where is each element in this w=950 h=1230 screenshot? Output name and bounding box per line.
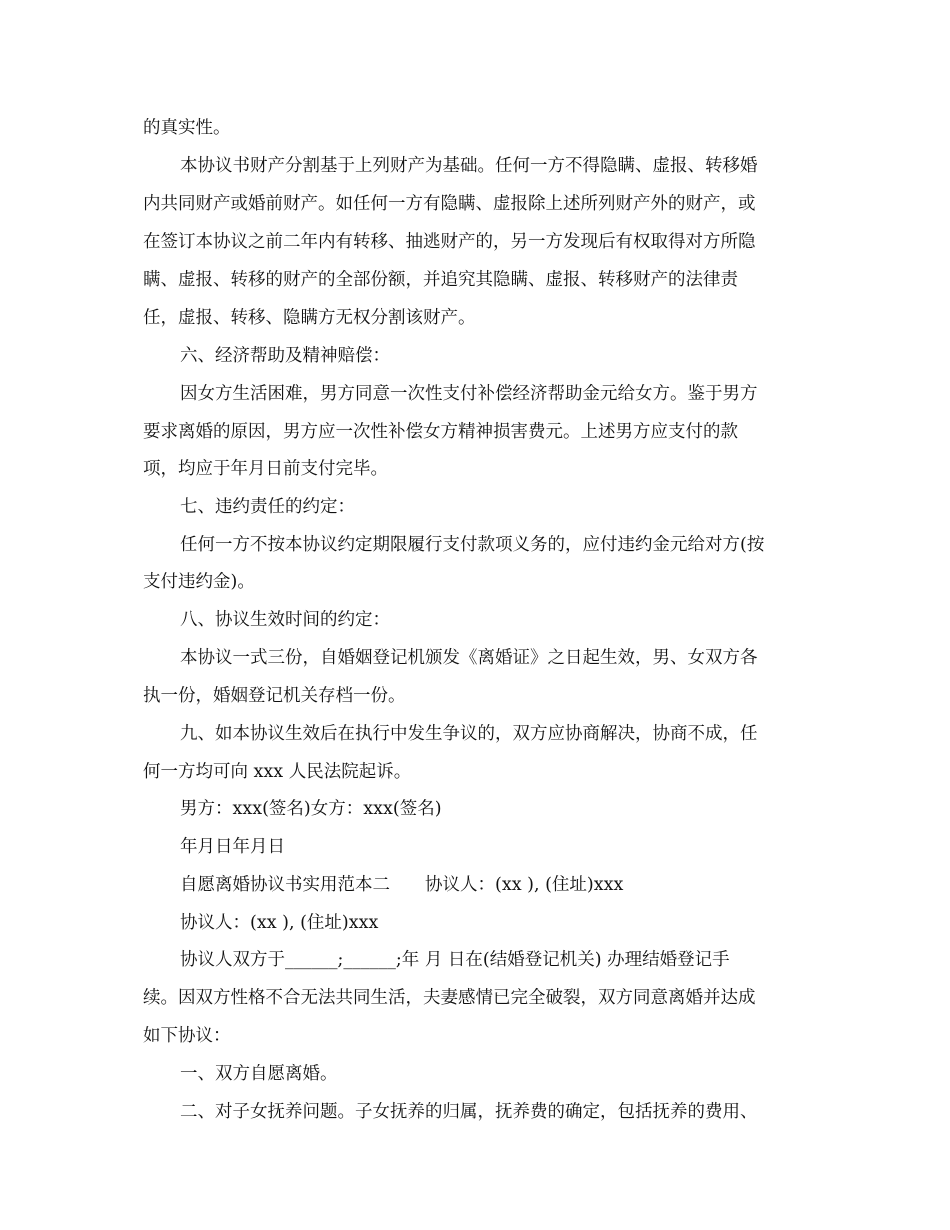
text-line: 何一方均可向 xxx 人民法院起诉。 — [143, 762, 412, 782]
date-line: 年月日年月日 — [180, 837, 285, 857]
paragraph-first-line: 协议人双方于______;______;年 月 日在(结婚登记机关) 办理结婚登记手 — [180, 950, 730, 970]
paragraph-first-line: 本协议一式三份，自婚姻登记机颁发《离婚证》之日起生效，男、女双方各 — [180, 648, 758, 668]
text-line: 支付违约金)。 — [143, 572, 255, 592]
text-line: 项，均应于年月日前支付完毕。 — [143, 459, 388, 479]
section-heading: 七、违约责任的约定： — [180, 497, 355, 517]
paragraph-first-line: 本协议书财产分割基于上列财产为基础。任何一方不得隐瞒、虚报、转移婚 — [180, 156, 758, 176]
text-line: 续。因双方性格不合无法共同生活，夫妻感情已完全破裂，双方同意离婚并达成 — [143, 988, 756, 1008]
text-line: 如下协议： — [143, 1026, 231, 1046]
paragraph-first-line: 任何一方不按本协议约定期限履行支付款项义务的，应付违约金元给对方(按 — [180, 535, 765, 555]
section-heading: 六、经济帮助及精神赔偿： — [180, 346, 390, 366]
paragraph-first-line: 九、如本协议生效后在执行中发生争议的，双方应协商解决，协商不成，任 — [180, 724, 758, 744]
template-title-line: 自愿离婚协议书实用范本二 协议人：(xx ), (住址)xxx — [180, 875, 624, 895]
party-line: 协议人：(xx ), (住址)xxx — [180, 913, 379, 933]
section-heading: 一、双方自愿离婚。 — [180, 1064, 338, 1084]
section-heading: 八、协议生效时间的约定： — [180, 610, 390, 630]
section-heading: 二、对子女抚养问题。子女抚养的归属，抚养费的确定，包括抚养的费用、 — [180, 1102, 758, 1122]
paragraph-first-line: 因女方生活困难，男方同意一次性支付补偿经济帮助金元给女方。鉴于男方 — [180, 384, 758, 404]
text-line: 内共同财产或婚前财产。如任何一方有隐瞒、虚报除上述所列财产外的财产，或 — [143, 194, 756, 214]
signature-line: 男方：xxx(签名)女方：xxx(签名) — [180, 799, 442, 819]
text-line: 瞒、虚报、转移的财产的全部份额，并追究其隐瞒、虚报、转移财产的法律责 — [143, 270, 738, 290]
text-line: 的真实性。 — [143, 118, 231, 138]
text-line: 要求离婚的原因，男方应一次性补偿女方精神损害费元。上述男方应支付的款 — [143, 422, 738, 442]
text-line: 在签订本协议之前二年内有转移、抽逃财产的，另一方发现后有权取得对方所隐 — [143, 232, 756, 252]
text-line: 任，虚报、转移、隐瞒方无权分割该财产。 — [143, 308, 476, 328]
text-line: 执一份，婚姻登记机关存档一份。 — [143, 686, 406, 706]
